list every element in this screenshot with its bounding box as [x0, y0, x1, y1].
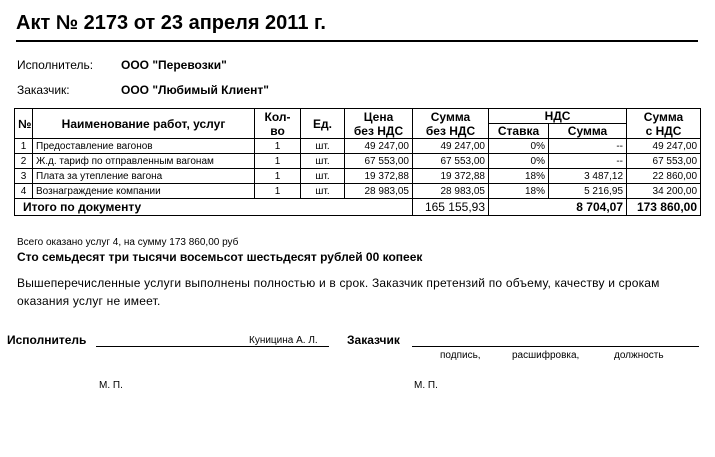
signature-customer-label: Заказчик [347, 333, 400, 347]
row-qty: 1 [255, 184, 301, 199]
header-unit: Ед. [301, 109, 345, 139]
header-vat-rate: Ставка [489, 124, 549, 139]
row-qty: 1 [255, 154, 301, 169]
header-qty: Кол- во [255, 109, 301, 139]
row-num: 3 [15, 169, 33, 184]
totals-label: Итого по документу [15, 199, 413, 216]
row-vat-rate: 0% [489, 154, 549, 169]
row-vat-rate: 18% [489, 184, 549, 199]
row-sum: 49 247,00 [413, 139, 489, 154]
services-table [14, 108, 701, 216]
signature-executor-name: Куницина А. Л. [249, 335, 318, 346]
caption-decoding: расшифровка, [512, 350, 580, 361]
caption-position: должность [614, 350, 664, 361]
signature-executor-line [96, 346, 329, 347]
row-unit: шт. [301, 184, 345, 199]
executor-value: ООО "Перевозки" [121, 58, 227, 72]
header-vat-sum: Сумма [549, 124, 627, 139]
row-total: 22 860,00 [627, 169, 701, 184]
header-sum: Сумма без НДС [413, 109, 489, 139]
row-qty: 1 [255, 139, 301, 154]
row-vat-rate: 18% [489, 169, 549, 184]
totals-spacer [489, 199, 549, 216]
table-header-row [15, 109, 701, 124]
row-name: Плата за утепление вагона [33, 169, 255, 184]
amount-in-words: Сто семьдесят три тысячи восемьсот шестьдесят рублей 00 копеек [17, 250, 423, 264]
totals-row [15, 199, 701, 216]
row-total: 34 200,00 [627, 184, 701, 199]
row-vat-sum: -- [549, 154, 627, 169]
row-name: Вознаграждение компании [33, 184, 255, 199]
stamp-place-customer: М. П. [414, 380, 438, 391]
row-name: Предоставление вагонов [33, 139, 255, 154]
acceptance-statement: Вышеперечисленные услуги выполнены полностью и в срок. Заказчик претензий по объему, качеству и срокам оказания услуг не имеет. [17, 276, 660, 308]
caption-signature: подпись, [440, 350, 481, 361]
row-price: 67 553,00 [345, 154, 413, 169]
row-name: Ж.д. тариф по отправленным вагонам [33, 154, 255, 169]
row-price: 28 983,05 [345, 184, 413, 199]
services-summary: Всего оказано услуг 4, на сумму 173 860,00 руб [17, 237, 239, 248]
totals-vat: 8 704,07 [549, 199, 627, 216]
row-vat-sum: 3 487,12 [549, 169, 627, 184]
customer-label: Заказчик: [17, 83, 70, 97]
customer-value: ООО "Любимый Клиент" [121, 83, 269, 97]
header-vat: НДС [489, 109, 627, 124]
stamp-place-executor: М. П. [99, 380, 123, 391]
totals-total: 173 860,00 [627, 199, 701, 216]
row-vat-rate: 0% [489, 139, 549, 154]
header-total: Сумма с НДС [627, 109, 701, 139]
signature-executor-label: Исполнитель [7, 333, 87, 347]
executor-label: Исполнитель: [17, 58, 94, 72]
row-num: 2 [15, 154, 33, 169]
table-row [15, 184, 701, 199]
row-price: 49 247,00 [345, 139, 413, 154]
row-vat-sum: 5 216,95 [549, 184, 627, 199]
row-unit: шт. [301, 169, 345, 184]
header-num: № [15, 109, 33, 139]
row-num: 4 [15, 184, 33, 199]
row-vat-sum: -- [549, 139, 627, 154]
document-title: Акт № 2173 от 23 апреля 2011 г. [16, 12, 326, 34]
row-sum: 28 983,05 [413, 184, 489, 199]
row-unit: шт. [301, 154, 345, 169]
row-sum: 19 372,88 [413, 169, 489, 184]
title-divider [16, 40, 698, 42]
header-name: Наименование работ, услуг [33, 109, 255, 139]
totals-sum: 165 155,93 [413, 199, 489, 216]
row-sum: 67 553,00 [413, 154, 489, 169]
table-row [15, 154, 701, 169]
row-price: 19 372,88 [345, 169, 413, 184]
table-row [15, 139, 701, 154]
table-row [15, 169, 701, 184]
row-unit: шт. [301, 139, 345, 154]
row-qty: 1 [255, 169, 301, 184]
row-num: 1 [15, 139, 33, 154]
row-total: 49 247,00 [627, 139, 701, 154]
signature-customer-line [412, 346, 699, 347]
header-price: Цена без НДС [345, 109, 413, 139]
row-total: 67 553,00 [627, 154, 701, 169]
